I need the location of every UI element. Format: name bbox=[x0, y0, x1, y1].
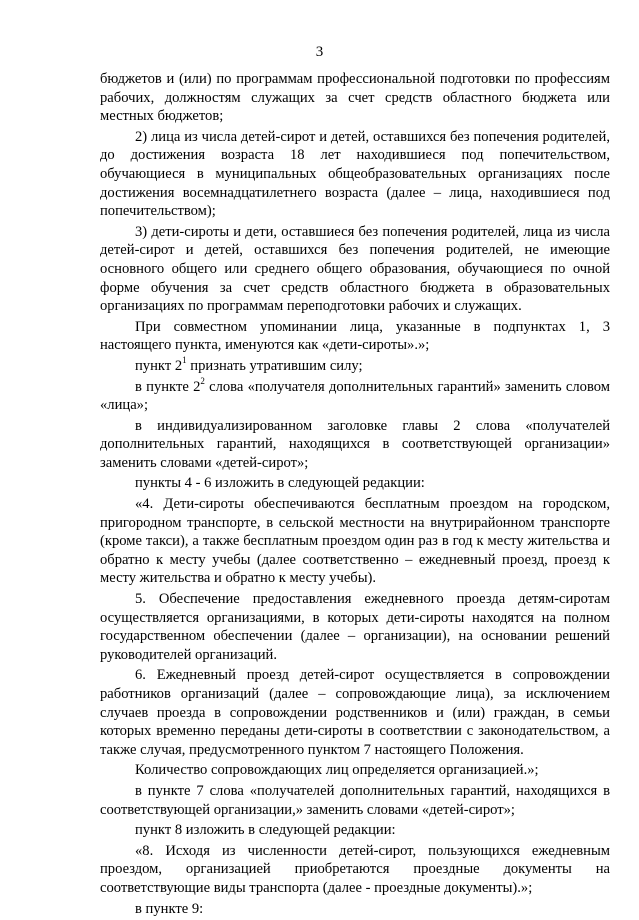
paragraph-point-8-intro: пункт 8 изложить в следующей редакции: bbox=[135, 822, 396, 839]
paragraph-continuation: бюджетов и (или) по программам профессиональной подготовки по профессиям рабочих, должностям служащих за счет средств областного бюджета или местных бюджетов; bbox=[100, 71, 610, 125]
paragraph-point-9: в пункте 9: bbox=[135, 900, 204, 917]
text-fragment: в пункте 2 bbox=[135, 378, 201, 395]
text-fragment: слова «получателя дополнительных гарантий» заменить словом «лица»; bbox=[100, 378, 611, 414]
paragraph-point-6: 6. Ежедневный проезд детей-сирот осуществляется в сопровождении работников организаций (далее – сопровождающие лица), за исключением случаев проезда в сопровождении родственников и (или) граждан, в семьи которых временно переданы дети-сироты в соответствии с законодательством, а также случая, предусмотренного пунктом 7 настоящего Положения. bbox=[100, 667, 610, 758]
document-body bbox=[100, 70, 610, 920]
paragraph-escort-count: Количество сопровождающих лиц определяется организацией.»; bbox=[135, 762, 539, 779]
text-fragment: пункт 2 bbox=[135, 357, 183, 374]
paragraph-point-8: «8. Исходя из численности детей-сирот, пользующихся ежедневным проездом, организацией приобретаются проездные документы на соответствующие виды транспорта (далее - проездные документы).»; bbox=[100, 842, 610, 896]
paragraph-point-4: «4. Дети-сироты обеспечиваются бесплатным проездом на городском, пригородном транспорте, в сельской местности на внутрирайонном транспорте (кроме такси), а также бесплатным проездом один раз в год к месту жительства и обратно к месту учебы (далее соответственно – ежедневный проезд, проезд к месту жительства и обратно к месту учебы). bbox=[100, 496, 610, 587]
paragraph-point-2-2 bbox=[100, 375, 611, 415]
paragraph-chapter-2-heading: в индивидуализированном заголовке главы 2 слова «получателей дополнительных гарантий, находящихся в соответствующей организации» заменить словами «детей-сирот»; bbox=[100, 417, 610, 471]
superscript: 2 bbox=[200, 375, 205, 386]
paragraph-point-7: в пункте 7 слова «получателей дополнительных гарантий, находящихся в соответствующей организации,» заменить словами «детей-сирот»; bbox=[100, 782, 610, 818]
paragraph-point-5: 5. Обеспечение предоставления ежедневного проезда детям-сиротам осуществляется организациями, в которых дети-сироты находятся на полном государственном обеспечении (далее – организации), на основании решений руководителей организаций. bbox=[100, 591, 610, 663]
paragraph-point-2-1 bbox=[100, 357, 610, 376]
text-fragment: признать утратившим силу; bbox=[186, 357, 363, 374]
superscript: 1 bbox=[182, 355, 187, 366]
page-number: 3 bbox=[315, 44, 324, 60]
paragraph-points-4-6: пункты 4 - 6 изложить в следующей редакции: bbox=[135, 475, 425, 492]
paragraph-joint-mention: При совместном упоминании лица, указанные в подпунктах 1, 3 настоящего пункта, именуются как «дети-сироты».»; bbox=[100, 318, 610, 354]
paragraph-item-3: 3) дети-сироты и дети, оставшиеся без попечения родителей, лица из числа детей-сирот и детей, оставшихся без попечения родителей, не имеющие основного общего или среднего общего образования, обучающиеся по очной форме обучения за счет средств областного бюджета в образовательных организациях по программам переподготовки рабочих и служащих. bbox=[100, 223, 610, 315]
paragraph-item-2: 2) лица из числа детей-сирот и детей, оставшихся без попечения родителей, до достижения возраста 18 лет находившиеся под попечительством, обучающиеся в муниципальных общеобразовательных организациях после достижения восемнадцатилетнего возраста (далее – лица, находившиеся под попечительством); bbox=[100, 128, 610, 220]
